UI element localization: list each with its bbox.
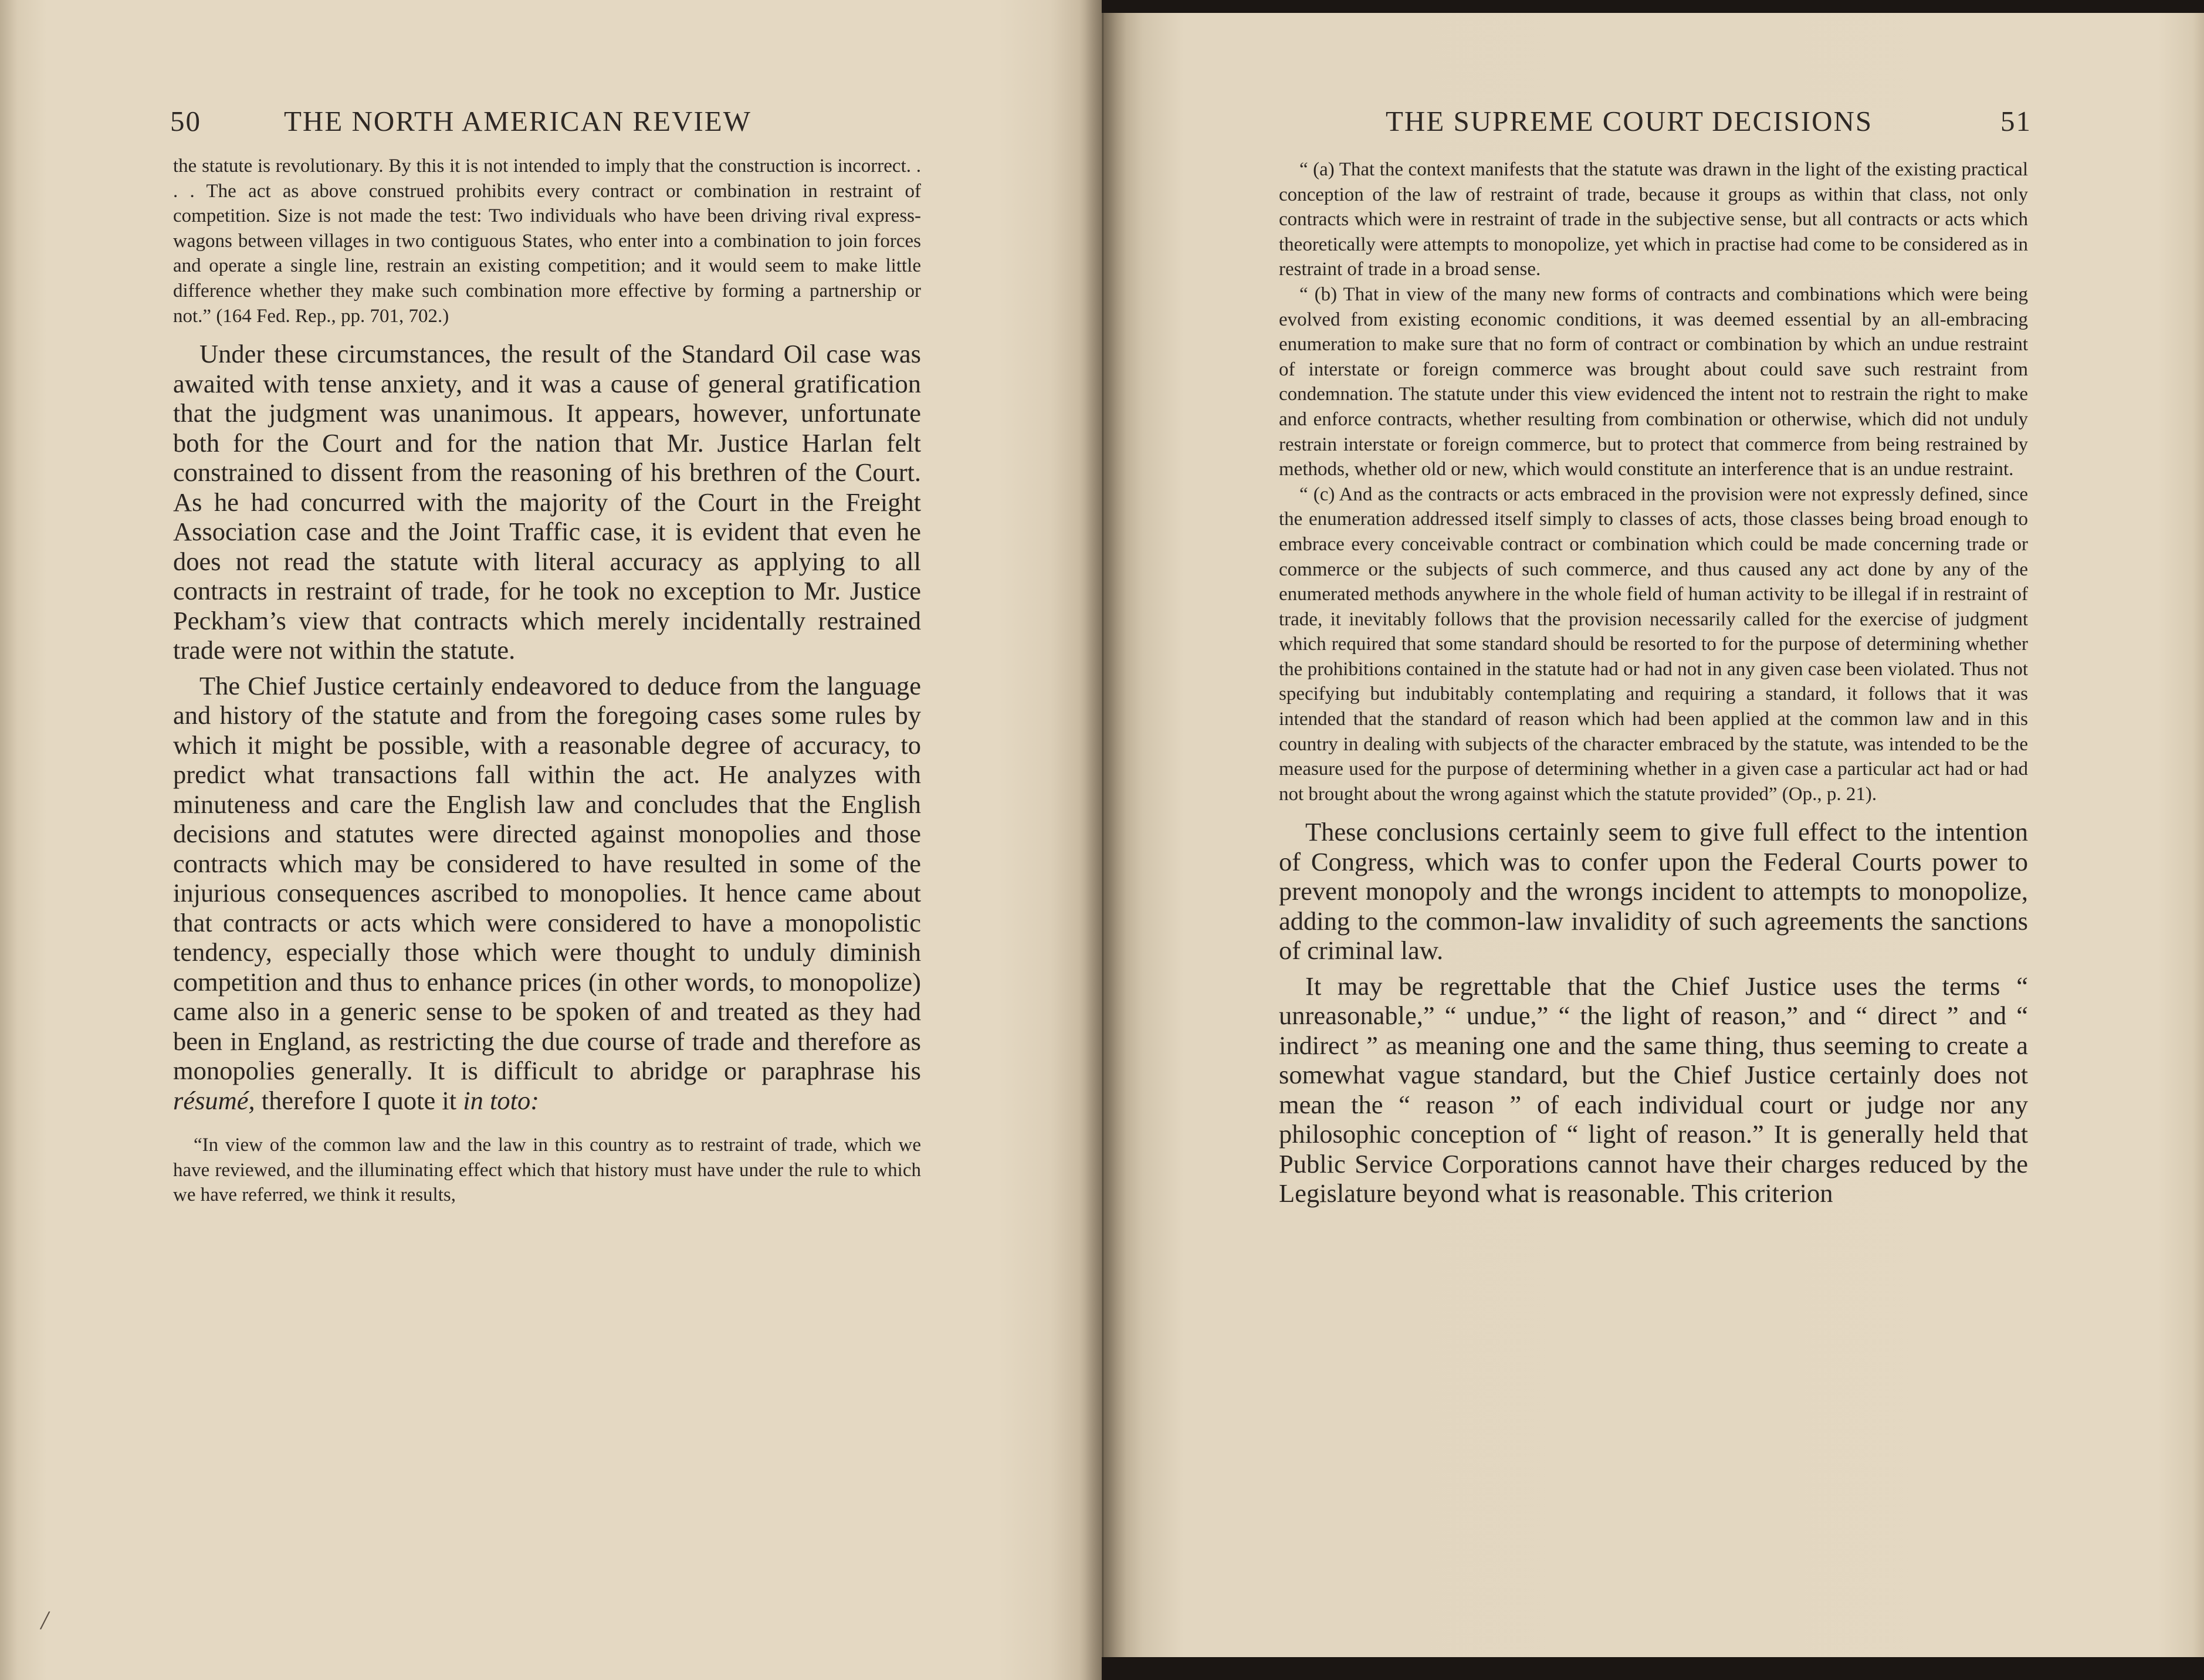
pencil-margin-mark: / [39, 1604, 51, 1637]
quote-continuation: the statute is revolutionary. By this it is not intended to imply that the construction is incorrect. . . . The act as above construed prohibits every contract or combination in restraint of competition. Size is not made the test: Two individuals who have been driving rival express-wagons between villages in two contiguous States, who enter into a combination to join forces and operate a single line, restrain an existing competition; and it would seem to make little difference whether they make such combination more effective by forming a partnership or not.” (164 Fed. Rep., pp. 701, 702.) [173, 155, 921, 327]
right-page [1102, 0, 2204, 1680]
right-page-body [1279, 157, 2028, 1208]
quote-clause-c: “ (c) And as the contracts or acts embraced in the provision were not expressly defined, since the enumeration addressed itself simply to classes of acts, those classes being broad enough to embrace every conceivable contract or combination which could be made concerning trade or commerce or the subjects of such commerce, and thus caused any act done by any of the enumerated methods anywhere in the whole field of human activity to be illegal if in restraint of trade, it inevitably follows that the provision necessarily called for the exercise of judgment which required that some standard should be resorted to for the purpose of determining whether the prohibitions contained in the statute had or had not in any given case been violated. Thus not specifying but indubitably contemplating and requiring a standard, it follows that it was intended that the standard of reason which had been applied at the common law and in this country in dealing with subjects of the character embraced by the statute, was intended to be the measure used for the purpose of determining whether in a given case a particular act had or had not brought about the wrong against which the statute provided” (Op., p. 21). [1279, 483, 2028, 805]
paragraph-chief-justice [173, 671, 921, 1116]
quote-start: “In view of the common law and the law in this country as to restraint of trade, which we have reviewed, and the illuminating effect which that history must have under the rule to which we have referred, we think it results, [173, 1134, 921, 1206]
paragraph-regrettable: It may be regrettable that the Chief Justice uses the terms “ unreasonable,” “ undue,” “ the light of reason,” and “ direct ” and “ indirect ” as meaning one and the same thing, thus seeming to create a somewhat vague standard, but the Chief Justice certainly does not mean the “ reason ” of each individual court or judge nor any philosophic conception of “ light of reason.” It is generally held that Public Service Corporations cannot have their charges reduced by the Legislature beyond what is reasonable. This criterion [1279, 971, 2028, 1208]
left-page-number: 50 [170, 105, 201, 137]
quote-clause-b: “ (b) That in view of the many new forms of contracts and combinations which were being evolved from existing economic conditions, it was deemed essential by an all-embracing enumeration to make sure that no form of contract or combination by which an undue restraint of interstate or foreign commerce was brought about could save such restraint from condemnation. The statute under this view evidenced the intent not to restrain the right to make and enforce contracts, whether resulting from combination or otherwise, which did not unduly restrain interstate or foreign commerce, but to protect that commerce from being restrained by methods, whether old or new, which would constitute an interference that is an undue restraint. [1279, 283, 2028, 480]
resume-italic: résumé, [173, 1085, 255, 1115]
in-toto-italic: in toto: [463, 1085, 540, 1115]
paragraph-chief-justice-mid: therefore I quote it [261, 1085, 457, 1115]
book-gutter [1079, 0, 1126, 1680]
paragraph-standard-oil: Under these circumstances, the result of the Standard Oil case was awaited with tense anxiety, and it was a cause of general gratification that the judgment was unanimous. It appears, however, unfortunate both for the Court and for the nation that Mr. Justice Harlan felt constrained to dissent from the reasoning of his brethren of the Court. As he had concurred with the majority of the Court in the Freight Association case and the Joint Traffic case, it is evident that even he does not read the statute with literal accuracy as applying to all contracts in restraint of trade, for he took no exception to Mr. Justice Peckham’s view that contracts which merely incidentally restrained trade were not within the statute. [173, 339, 921, 665]
left-page-body [173, 154, 921, 1208]
left-running-title: THE NORTH AMERICAN REVIEW [284, 105, 751, 137]
background-edge-top [1102, 0, 2204, 13]
paragraph-chief-justice-text: The Chief Justice certainly endeavored to deduce from the language and history of the statute and from the foregoing cases some rules by which it might be possible, with a reasonable degree of accuracy, to predict what transactions fall within the act. He analyzes with minuteness and care the English law and concludes that the English decisions and statutes were directed against monopolies and those contracts which may be considered to have resulted in some of the injurious consequences ascribed to monopolies. It hence came about that contracts or acts which were considered to have a monopolistic tendency, especially those which were thought to unduly diminish competition and thus to enhance prices (in other words, to monopolize) came also in a generic sense to be spoken of and treated as they had been in England, as restricting the due course of trade and therefore as monopolies generally. It is difficult to abridge or paraphrase his [173, 670, 921, 1086]
right-page-number: 51 [2000, 105, 2032, 137]
background-edge-bottom [1102, 1657, 2204, 1680]
paragraph-conclusions: These conclusions certainly seem to give full effect to the intention of Congress, which was to confer upon the Federal Courts power to prevent monopoly and the wrongs incident to attempts to monopolize, adding to the common-law invalidity of such agreements the sanctions of criminal law. [1279, 817, 2028, 966]
right-running-title: THE SUPREME COURT DECISIONS [1386, 105, 1873, 137]
quote-clause-a: “ (a) That the context manifests that the statute was drawn in the light of the existing practical conception of the law of restraint of trade, because it groups as within that class, not only contracts which were in restraint of trade in the subjective sense, but all contracts or acts which theoretically were attempts to monopolize, yet which in practise had come to be considered as in restraint of trade in a broad sense. [1279, 159, 2028, 280]
